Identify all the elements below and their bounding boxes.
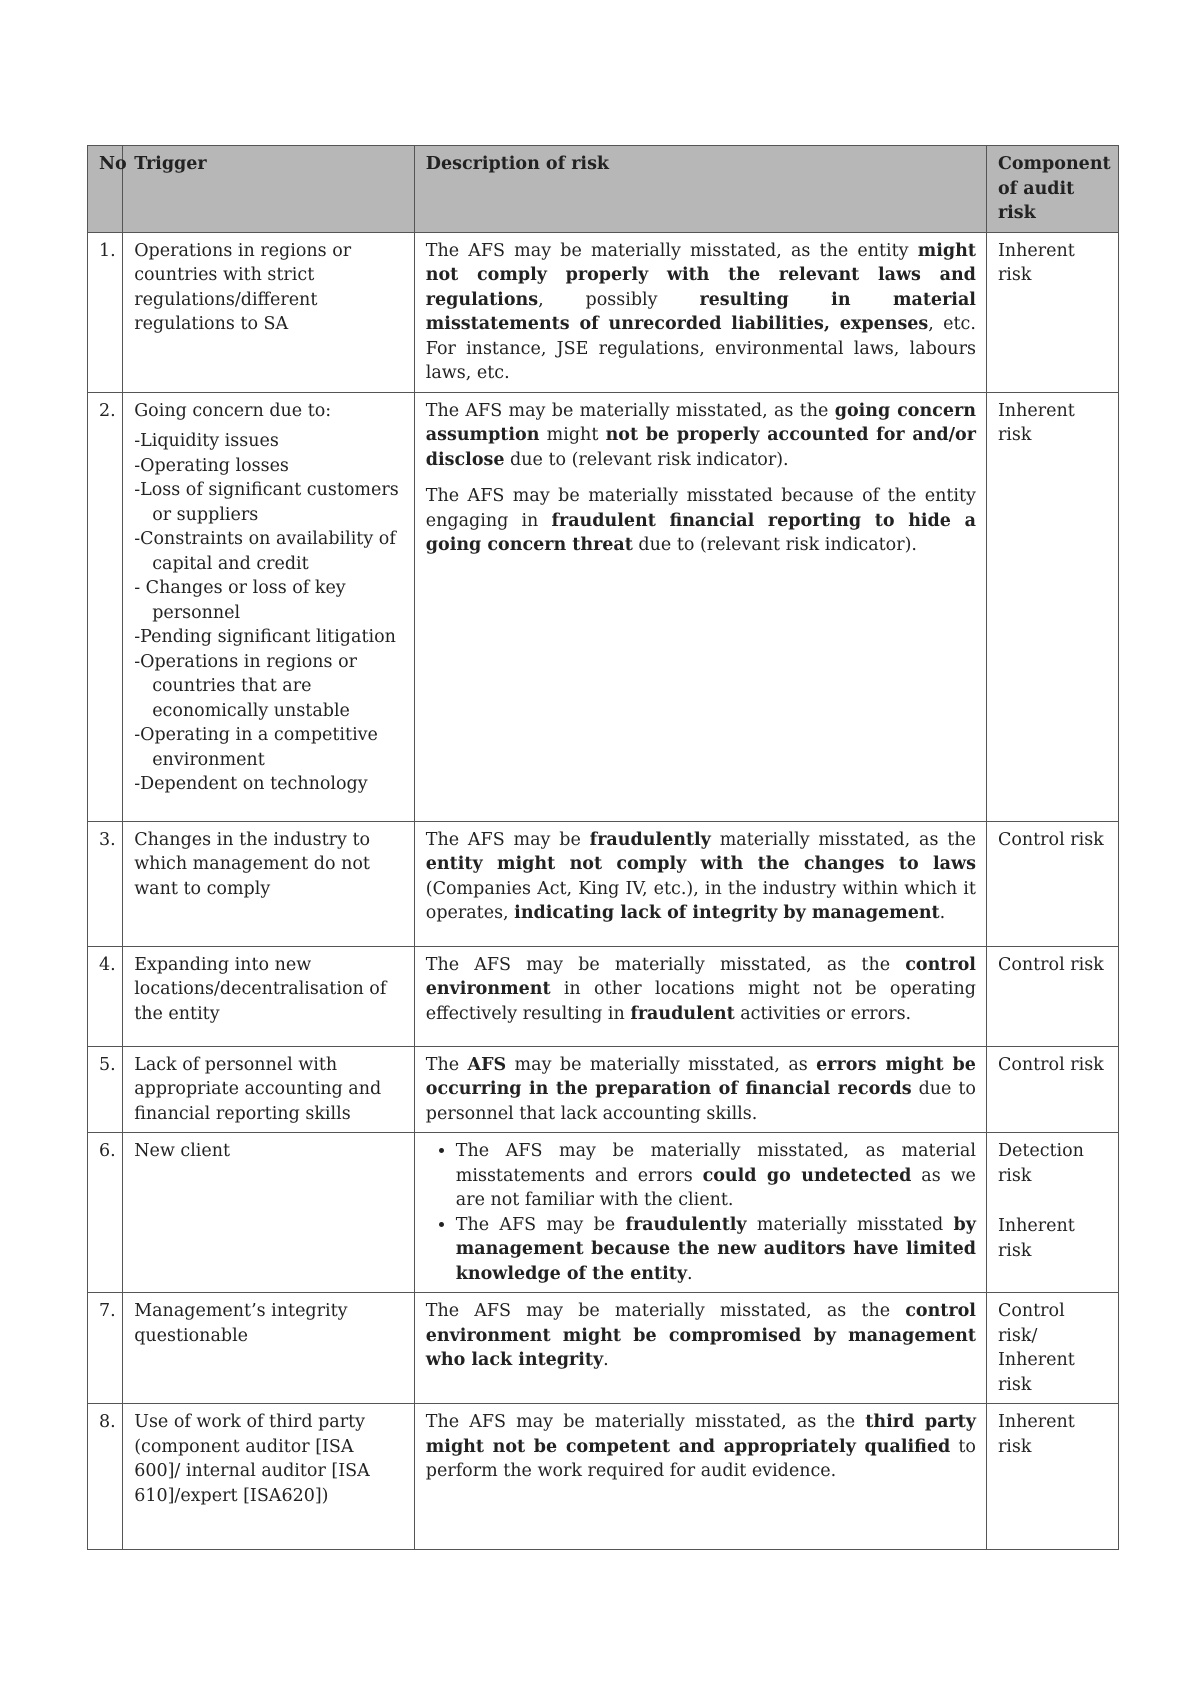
description-paragraph: [426, 1299, 976, 1373]
table-row: [88, 232, 1119, 392]
component-text: Control risk/ Inherent risk: [997, 1301, 1075, 1395]
row-number: 4.: [88, 946, 123, 1046]
text-run: .: [603, 1350, 609, 1370]
description-bullets: [426, 1139, 976, 1286]
bold-text: not be properly accounted for and/or disclose: [425, 425, 976, 470]
table-row: [88, 392, 1119, 821]
trigger-text: Going concern due to:: [134, 400, 332, 421]
text-run: (Companies Act, King IV, etc.), in the industry within which it operates,: [425, 878, 976, 923]
text-run: .: [687, 1263, 693, 1284]
description-cell: [414, 946, 986, 1046]
audit-risk-table: [87, 145, 1119, 1550]
trigger-cell: [123, 946, 415, 1046]
description-cell: [414, 821, 986, 946]
text-run: might: [539, 425, 606, 445]
trigger-list-item: -Operations in regions or countries that are economically unstable: [134, 651, 358, 721]
bold-text: could go undetected: [702, 1165, 912, 1186]
bold-text: indicating lack of integrity by management: [514, 903, 940, 923]
text-run: The AFS may be materially misstated, as the: [425, 1301, 906, 1321]
component-cell: [986, 1133, 1118, 1293]
description-cell: [414, 1133, 986, 1293]
trigger-cell: [123, 1293, 415, 1404]
description-paragraph: [426, 1053, 976, 1127]
component-text: Inherent risk: [997, 240, 1075, 285]
text-run: The AFS may be: [455, 1214, 626, 1235]
text-run: The AFS may be materially misstated, as the entity: [425, 240, 918, 261]
bold-text: fraudulent financial reporting to hide a going concern threat: [425, 510, 976, 555]
text-run: , possibly: [538, 289, 700, 310]
trigger-text: Expanding into new locations/decentralisation of the entity: [134, 954, 387, 1024]
text-run: materially misstated, as the: [710, 829, 976, 850]
component-text: Inherent risk: [997, 1216, 1075, 1261]
text-run: due to personnel that lack accounting skills.: [425, 1079, 976, 1124]
trigger-cell: [123, 1404, 415, 1550]
bold-text: fraudulent: [630, 1003, 735, 1024]
description-paragraph: [426, 953, 976, 1027]
trigger-text: Management’s integrity questionable: [134, 1301, 348, 1346]
trigger-list: [134, 429, 404, 797]
trigger-list-item: -Pending significant litigation: [134, 627, 396, 647]
trigger-list-item: -Operating in a competitive environment: [134, 725, 378, 770]
row-number: 1.: [88, 232, 123, 392]
description-paragraph: [426, 828, 976, 926]
table-header-row: [88, 146, 1119, 233]
text-run: The AFS may be materially misstated, as the: [425, 954, 906, 975]
component-text: Control risk: [997, 954, 1104, 975]
component-cell: [986, 1404, 1118, 1550]
trigger-list-item: - Changes or loss of key personnel: [134, 578, 346, 623]
document-page: [87, 145, 1119, 1550]
bold-text: going concern assumption: [425, 400, 976, 445]
table-body: [88, 232, 1119, 1550]
trigger-list-item: -Operating losses: [134, 455, 289, 476]
table-row: [88, 946, 1119, 1046]
description-cell: [414, 392, 986, 821]
description-cell: [414, 1404, 986, 1550]
row-number: 6.: [88, 1133, 123, 1293]
text-run: The AFS may be materially misstated because of the entity engaging in: [425, 486, 976, 531]
trigger-cell: [123, 392, 415, 821]
bold-text: by management because the new auditors have limited knowledge of the entity: [455, 1214, 976, 1284]
text-run: due to (relevant risk indicator).: [632, 535, 917, 555]
table-row: [88, 1046, 1119, 1133]
description-paragraph: [426, 399, 976, 473]
text-run: in other locations might not be operating effectively resulting in: [425, 979, 976, 1024]
component-cell: [986, 821, 1118, 946]
component-cell: [986, 232, 1118, 392]
component-cell: [986, 1046, 1118, 1133]
bold-text: entity might not comply with the changes to laws: [425, 854, 976, 874]
description-cell: [414, 232, 986, 392]
text-run: The AFS may be materially misstated, as material misstatements and errors: [455, 1141, 976, 1186]
header-trigger: Trigger: [123, 146, 415, 233]
table-row: [88, 1133, 1119, 1293]
bold-text: resulting in material misstatements of unrecorded liabilities, expenses: [425, 289, 976, 334]
text-run: The: [425, 1054, 468, 1075]
bold-text: third party might not be competent and appropriately qualified: [425, 1412, 976, 1457]
text-run: , etc. For instance, JSE regulations, environmental laws, labours laws, etc.: [425, 314, 976, 383]
component-text: Control risk: [997, 1054, 1104, 1075]
trigger-list-item: -Liquidity issues: [134, 431, 279, 451]
component-cell: [986, 946, 1118, 1046]
row-number: 7.: [88, 1293, 123, 1404]
component-cell: [986, 392, 1118, 821]
description-bullet: [456, 1213, 976, 1287]
trigger-cell: [123, 1133, 415, 1293]
text-run: The AFS may be: [425, 829, 590, 850]
bold-text: control environment: [425, 954, 976, 999]
text-run: The AFS may be materially misstated, as the: [425, 1412, 866, 1432]
text-run: activities or errors.: [734, 1003, 912, 1024]
row-number: 5.: [88, 1046, 123, 1133]
header-component: Component of audit risk: [986, 146, 1118, 233]
component-text: Inherent risk: [997, 1412, 1075, 1457]
trigger-text: New client: [134, 1141, 231, 1161]
trigger-cell: [123, 232, 415, 392]
trigger-text: Operations in regions or countries with strict regulations/different regulations to SA: [134, 240, 352, 334]
row-number: 3.: [88, 821, 123, 946]
text-run: .: [939, 903, 946, 923]
text-run: materially misstated: [746, 1214, 954, 1235]
text-run: as we are not familiar with the client.: [455, 1165, 976, 1210]
description-bullet: [456, 1139, 976, 1213]
description-paragraph: [426, 484, 976, 558]
description-cell: [414, 1293, 986, 1404]
table-row: [88, 1404, 1119, 1550]
description-cell: [414, 1046, 986, 1133]
trigger-text: Lack of personnel with appropriate accounting and financial reporting skills: [134, 1054, 382, 1124]
trigger-list-item: -Loss of significant customers or suppliers: [134, 480, 399, 525]
table-row: [88, 821, 1119, 946]
component-text: Inherent risk: [997, 400, 1075, 445]
description-paragraph: [426, 239, 976, 386]
text-run: to perform the work required for audit evidence.: [425, 1436, 976, 1481]
header-no: No: [88, 146, 123, 233]
text-run: The AFS may be materially misstated, as the: [425, 400, 835, 421]
bold-text: might not comply properly with the relevant laws and regulations: [425, 240, 976, 310]
header-description: Description of risk: [414, 146, 986, 233]
component-cell: [986, 1293, 1118, 1404]
text-run: may be materially misstated, as: [506, 1054, 817, 1075]
text-run: due to (relevant risk indicator).: [504, 449, 789, 470]
trigger-cell: [123, 1046, 415, 1133]
bold-text: fraudulently: [625, 1214, 747, 1235]
component-text: Control risk: [997, 829, 1104, 850]
trigger-text: Use of work of third party (component auditor [ISA 600]/ internal auditor [ISA 610]/expert [ISA620]): [134, 1412, 370, 1506]
row-number: 8.: [88, 1404, 123, 1550]
table-row: [88, 1293, 1119, 1404]
trigger-list-item: -Constraints on availability of capital and credit: [134, 529, 396, 574]
row-number: 2.: [88, 392, 123, 821]
bold-text: errors might be occurring in the preparation of financial records: [425, 1054, 976, 1099]
bold-text: control environment might be compromised by management who lack integrity: [425, 1301, 976, 1370]
component-text: Detection risk: [997, 1141, 1084, 1186]
bold-text: AFS: [467, 1054, 507, 1075]
description-paragraph: [426, 1410, 976, 1484]
trigger-list-item: -Dependent on technology: [134, 774, 368, 794]
trigger-cell: [123, 821, 415, 946]
bold-text: fraudulently: [589, 829, 711, 850]
trigger-text: Changes in the industry to which management do not want to comply: [134, 829, 371, 899]
